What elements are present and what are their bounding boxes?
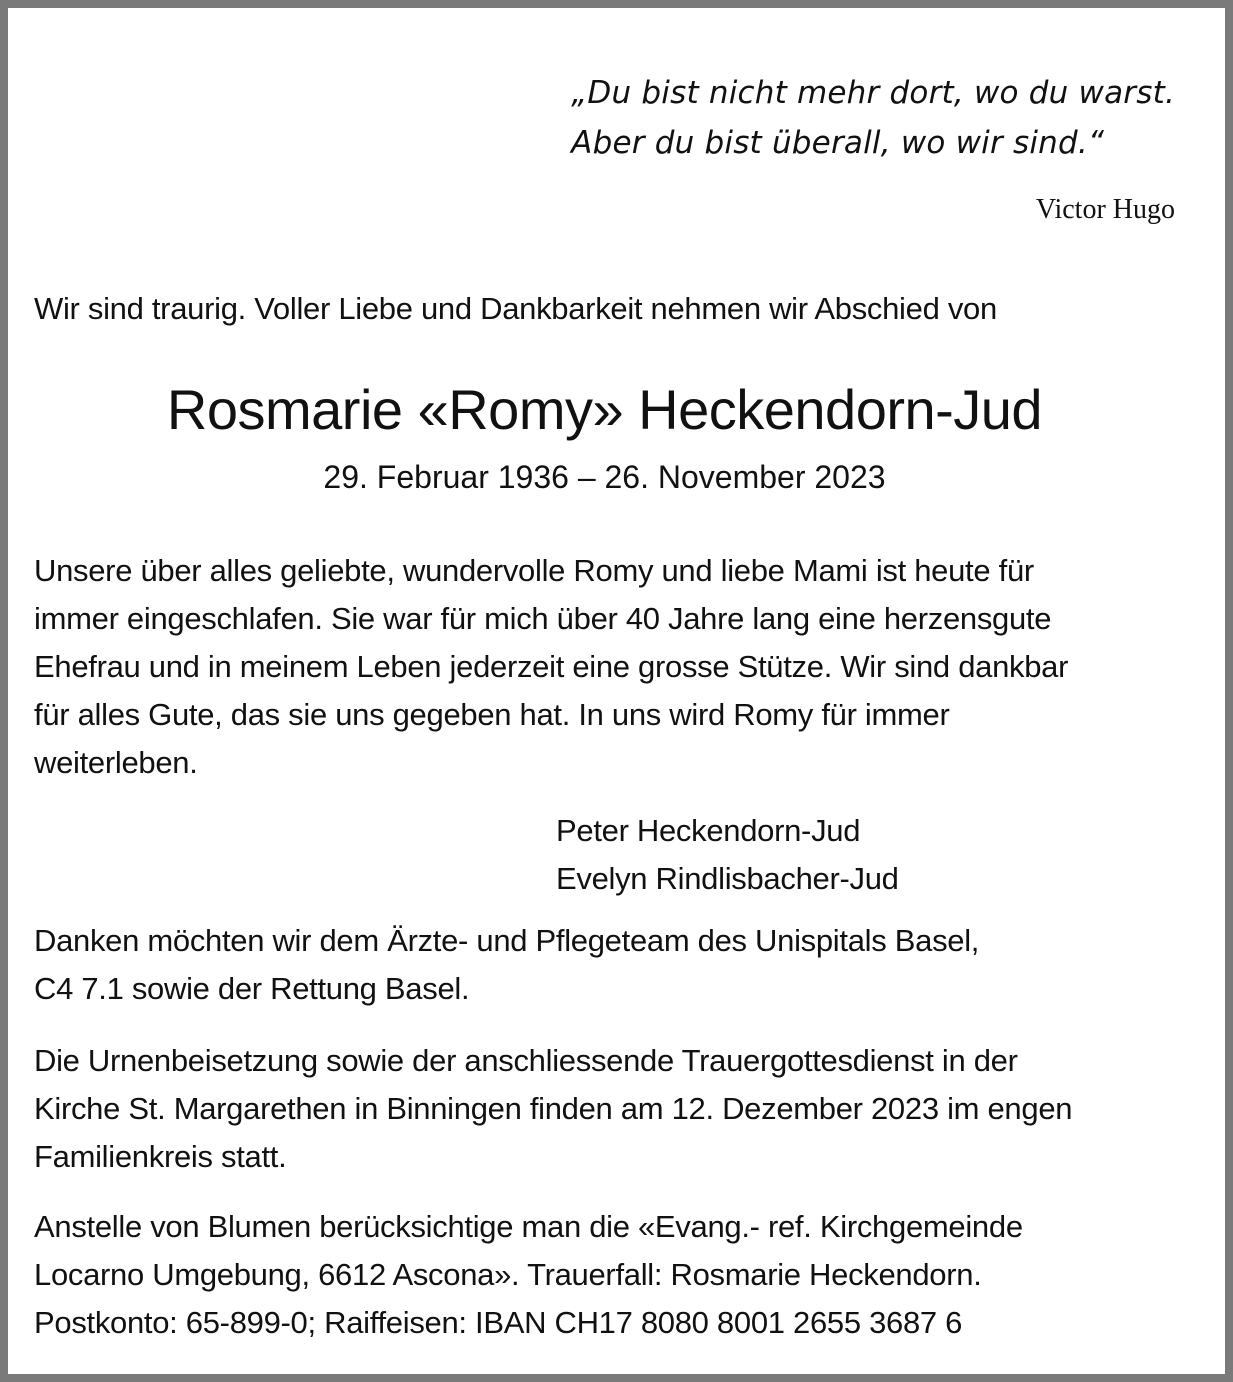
text-line: Familienkreis statt. <box>34 1139 287 1174</box>
text-line: Postkonto: 65-899-0; Raiffeisen: IBAN CH17 8080 8001 2655 3687 6 <box>34 1305 963 1340</box>
text-line: Peter Heckendorn-Jud <box>556 813 861 848</box>
deceased-name: Rosmarie «Romy» Heckendorn-Jud <box>166 378 1043 441</box>
text-line: für alles Gute, das sie uns gegeben hat. In uns wird Romy für immer <box>34 697 950 732</box>
text-line: Danken möchten wir dem Ärzte- und Pflegeteam des Unispitals Basel, <box>34 923 980 958</box>
text-line: Ehefrau und in meinem Leben jederzeit eine grosse Stütze. Wir sind dankbar <box>34 649 1069 684</box>
text-line: Aber du bist überall, wo wir sind.“ <box>571 125 1105 161</box>
mourners-list <box>556 807 1175 903</box>
memorial-quote <box>571 68 1175 168</box>
quote-attribution: Victor Hugo <box>1035 194 1175 225</box>
service-announcement-paragraph <box>34 1037 1175 1181</box>
text-line: Evelyn Rindlisbacher-Jud <box>556 861 899 896</box>
intro-text: Wir sind traurig. Voller Liebe und Dankbarkeit nehmen wir Abschied von <box>34 291 997 326</box>
text-line: „Du bist nicht mehr dort, wo du warst. <box>571 75 1175 111</box>
life-dates: 29. Februar 1936 – 26. November 2023 <box>323 459 886 495</box>
text-line: Unsere über alles geliebte, wundervolle Romy und liebe Mami ist heute für <box>34 553 1034 588</box>
text-line: Die Urnenbeisetzung sowie der anschliessende Trauergottesdienst in der <box>34 1043 1018 1078</box>
obituary-paragraph <box>34 547 1175 787</box>
text-line: immer eingeschlafen. Sie war für mich über 40 Jahre lang eine herzensgute <box>34 601 1052 636</box>
page-content <box>8 8 1225 1347</box>
text-line: Locarno Umgebung, 6612 Ascona». Trauerfall: Rosmarie Heckendorn. <box>34 1257 982 1292</box>
text-line: Anstelle von Blumen berücksichtige man die «Evang.- ref. Kirchgemeinde <box>34 1209 1023 1244</box>
thanks-paragraph <box>34 917 1175 1013</box>
text-line: Kirche St. Margarethen in Binningen finden am 12. Dezember 2023 im engen <box>34 1091 1073 1126</box>
donations-paragraph <box>34 1203 1175 1347</box>
text-line: C4 7.1 sowie der Rettung Basel. <box>34 971 470 1006</box>
text-line: weiterleben. <box>34 745 198 780</box>
